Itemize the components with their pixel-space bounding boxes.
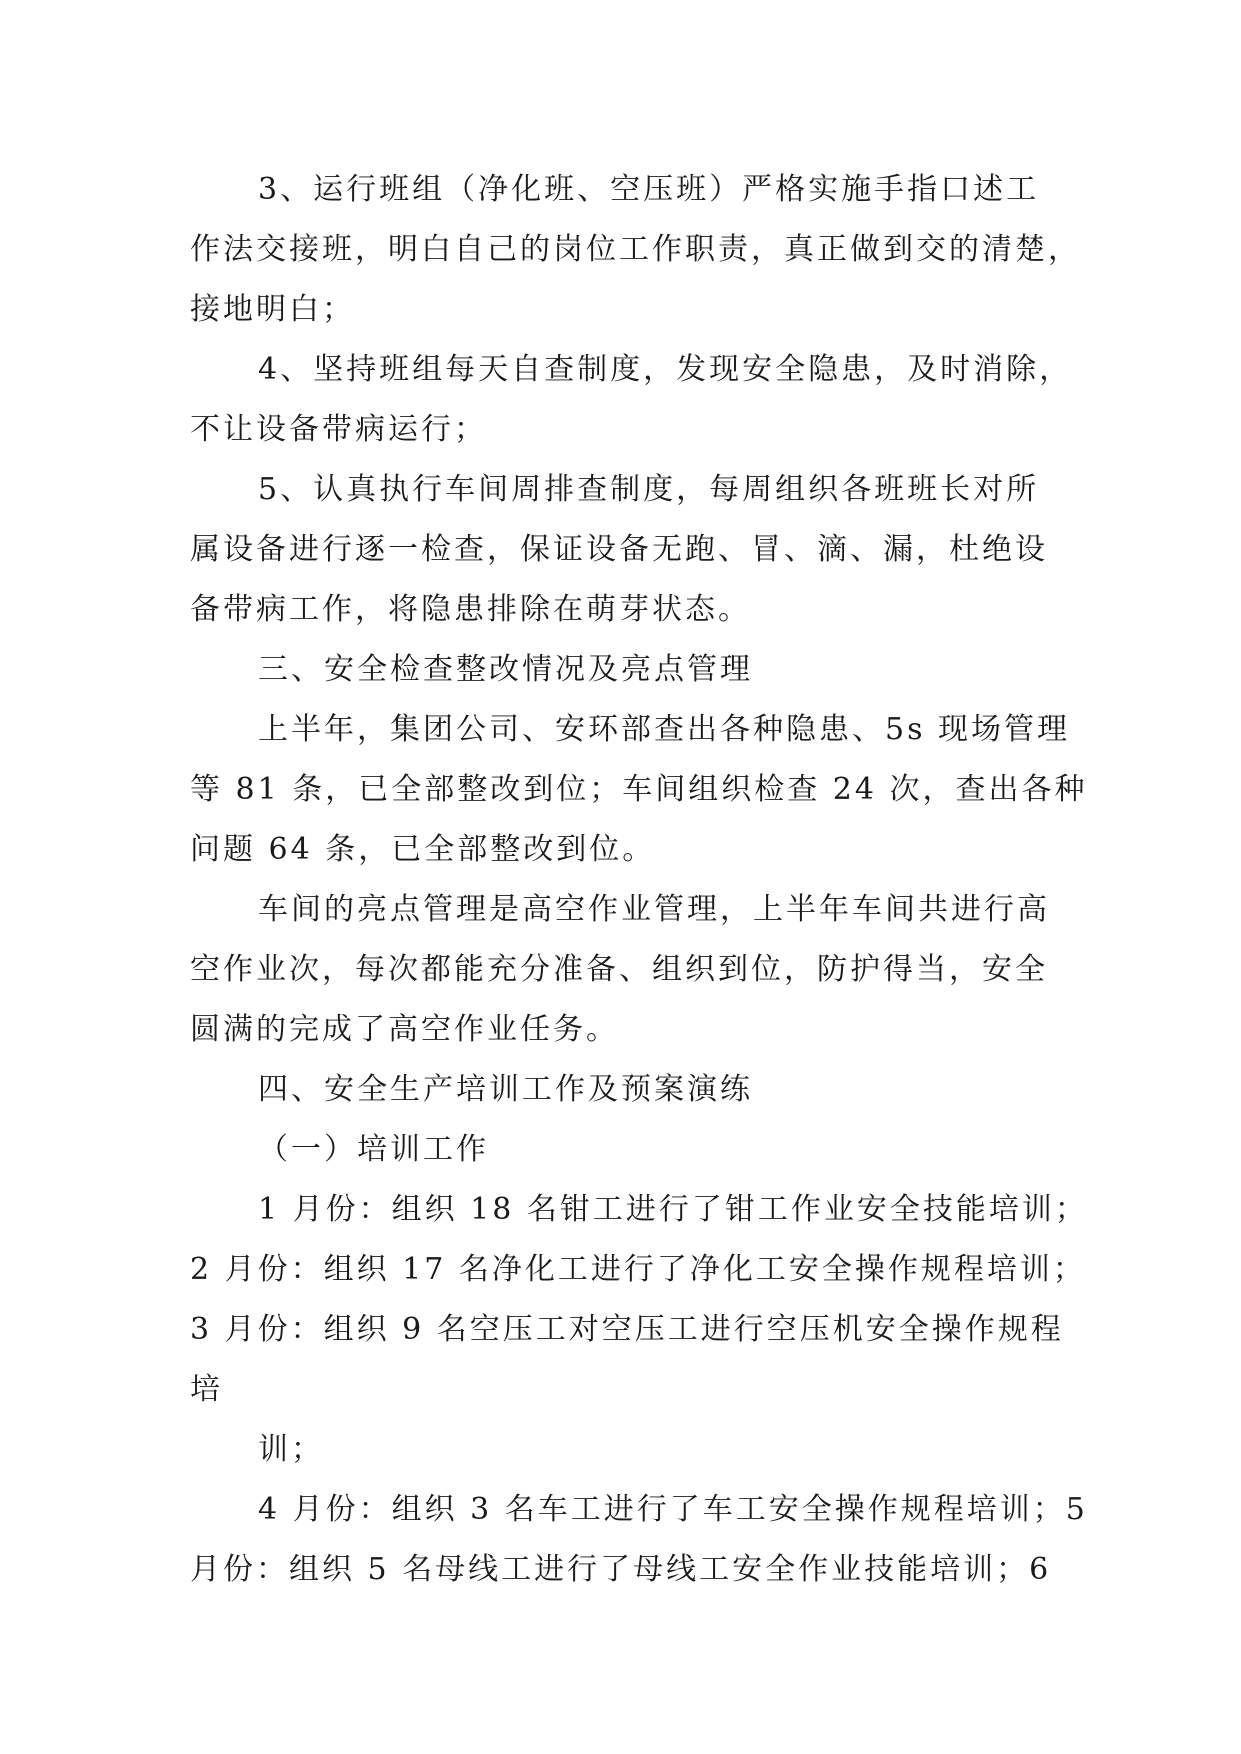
text-line: 4 月份：组织 3 名车工进行了车工安全操作规程培训；5 (258, 1492, 1088, 1527)
text-line: 不让设备带病运行； (190, 412, 487, 447)
section-heading: 四、安全生产培训工作及预案演练 (258, 1072, 753, 1107)
text-line: 空作业次，每次都能充分准备、组织到位，防护得当，安全 (190, 952, 1048, 987)
text-line: 5、认真执行车间周排查制度，每周组织各班班长对所 (258, 472, 1040, 507)
section-heading: 三、安全检查整改情况及亮点管理 (258, 652, 753, 687)
text-line: 上半年，集团公司、安环部查出各种隐患、5s 现场管理 (258, 712, 1071, 747)
text-line: 1 月份：组织 18 名钳工进行了钳工作业安全技能培训； (258, 1192, 1088, 1227)
document-page (190, 160, 1088, 1600)
text-line: 接地明白； (190, 292, 355, 327)
text-line: 月份：组织 5 名母线工进行了母线工安全作业技能培训；6 (190, 1552, 1052, 1587)
text-line: 等 81 条，已全部整改到位；车间组织检查 24 次，查出各种 (190, 772, 1088, 807)
text-line: 问题 64 条，已全部整改到位。 (190, 832, 656, 867)
text-line: 4、坚持班组每天自查制度，发现安全隐患，及时消除， (258, 352, 1073, 387)
text-line: 备带病工作，将隐患排除在萌芽状态。 (190, 592, 751, 627)
text-line: 属设备进行逐一检查，保证设备无跑、冒、滴、漏，杜绝设 (190, 532, 1048, 567)
subsection-heading: （一）培训工作 (258, 1132, 489, 1167)
text-line: 圆满的完成了高空作业任务。 (190, 1012, 619, 1047)
text-line: 训； (258, 1432, 324, 1467)
text-line: 3、运行班组（净化班、空压班）严格实施手指口述工 (258, 172, 1040, 207)
text-line: 车间的亮点管理是高空作业管理，上半年车间共进行高 (258, 892, 1050, 927)
text-line: 培 (190, 1372, 223, 1407)
text-line: 3 月份：组织 9 名空压工对空压工进行空压机安全操作规程 (190, 1312, 1064, 1347)
text-line: 2 月份：组织 17 名净化工进行了净化工安全操作规程培训； (190, 1252, 1086, 1287)
text-line: 作法交接班，明白自己的岗位工作职责，真正做到交的清楚， (190, 232, 1081, 267)
